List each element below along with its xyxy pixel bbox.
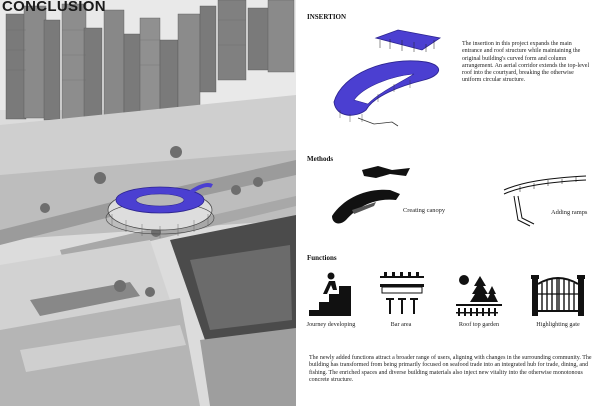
function-label-garden: Roof top garden xyxy=(458,321,500,328)
insertion-description: The insertion in this project expands the main entrance and roof structure while maintaining the original building's curved form and column arrangement. An aerial corridor extends the top-level roof into the courtyard, breaking the otherwise uniform circular structure. xyxy=(462,41,590,84)
method-label-canopy: Creating canopy xyxy=(403,207,446,214)
summary-paragraph: The newly added functions attract a broader range of users, aligning with changes in the surrounding community. The building has transformed from being primarily focused on seafood trade into an integrated hub for trade, dining, and fishing. The enriched spaces and diverse building materials also inject new vitality into the otherwise monotonous concrete structure. xyxy=(309,355,592,383)
bar-counter-icon xyxy=(378,272,426,318)
canopy-diagram xyxy=(330,162,414,228)
function-label-gate: Highlighting gate xyxy=(536,321,580,328)
ramps-diagram xyxy=(500,170,592,228)
insertion-diagram xyxy=(328,22,456,134)
function-label-journey: Journey developing xyxy=(306,321,356,328)
methods-heading: Methods xyxy=(307,155,334,163)
page-title: CONCLUSION xyxy=(2,0,106,15)
aerial-site-rendering xyxy=(0,0,296,406)
stairs-climber-icon xyxy=(307,272,355,318)
gate-icon xyxy=(530,270,586,318)
function-label-bar: Bar area xyxy=(390,321,412,328)
insertion-heading: INSERTION xyxy=(307,13,347,21)
functions-heading: Functions xyxy=(307,254,337,262)
method-label-ramps: Adding ramps xyxy=(551,209,588,216)
garden-icon xyxy=(454,272,504,318)
